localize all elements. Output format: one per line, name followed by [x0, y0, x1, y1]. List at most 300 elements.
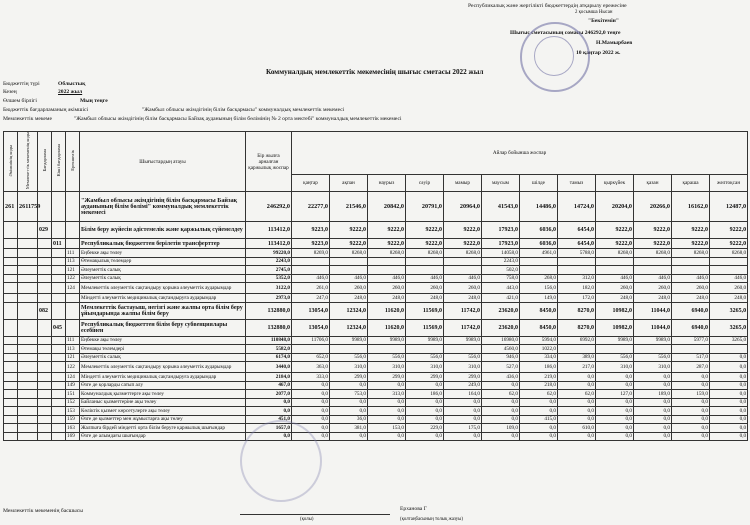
- month-value: 0,0: [520, 432, 558, 441]
- code-cell: [18, 345, 38, 354]
- annual-total: 3122,0: [246, 283, 292, 294]
- month-value: 5788,0: [558, 249, 596, 258]
- table-row: [4, 319, 748, 336]
- annual-total: 0,0: [246, 407, 292, 416]
- annual-total: 2184,0: [246, 373, 292, 382]
- expense-name: Міндетті әлеуметтік медициналық сақтандыруға аударымдар: [80, 294, 246, 303]
- month-value: [292, 345, 330, 354]
- code-cell: [52, 249, 66, 258]
- month-value: 22277,0: [292, 192, 330, 222]
- table-body: [4, 192, 748, 441]
- code-cell: [52, 345, 66, 354]
- code-cell: [38, 398, 52, 407]
- month-value: 9222,0: [330, 239, 368, 249]
- month-value: 249,0: [444, 381, 482, 390]
- period-label: Кезең: [3, 89, 17, 95]
- month-value: 0,0: [406, 398, 444, 407]
- code-cell: [4, 302, 18, 319]
- code-cell: 151: [66, 390, 80, 399]
- footer-sign-caption: (қолы): [300, 517, 314, 522]
- month-value: 159,0: [672, 390, 710, 399]
- month-value: 9222,0: [406, 239, 444, 249]
- month-value: 0,0: [710, 415, 748, 424]
- month-value: 0,0: [482, 381, 520, 390]
- code-cell: [66, 319, 80, 336]
- month-value: 446,0: [634, 274, 672, 283]
- month-value: 23620,0: [482, 319, 520, 336]
- month-value: 149,0: [520, 294, 558, 303]
- month-value: 0,0: [406, 381, 444, 390]
- month-value: 0,0: [634, 424, 672, 433]
- month-value: 0,0: [444, 398, 482, 407]
- month-value: 310,0: [406, 362, 444, 373]
- month-value: 0,0: [596, 407, 634, 416]
- code-cell: [38, 424, 52, 433]
- expense-name: Жалпыға бірдей міндетті орта білім беруге қаржылық шығындар: [80, 424, 246, 433]
- annual-total: 2973,0: [246, 294, 292, 303]
- month-header: шілде: [520, 174, 558, 191]
- approval-date: 10 қаңтар 2022 ж.: [576, 50, 621, 56]
- code-cell: [38, 294, 52, 303]
- month-value: 10982,0: [596, 319, 634, 336]
- month-value: 527,0: [482, 362, 520, 373]
- month-value: [634, 345, 672, 354]
- month-value: 3265,0: [710, 319, 748, 336]
- code-cell: [4, 407, 18, 416]
- code-cell: [52, 257, 66, 266]
- code-cell: [38, 353, 52, 362]
- code-cell: [18, 302, 38, 319]
- month-value: 8268,0: [406, 249, 444, 258]
- code-cell: [38, 381, 52, 390]
- admin-value: "Жамбыл облысы әкімдігінің білім басқармасы" коммуналдық мемлекеттік мекемесі: [142, 107, 345, 113]
- expense-name: Мемлекеттік әлеуметтік сақтандыру қорына әлеуметтік аударымдар: [80, 362, 246, 373]
- month-value: 13054,0: [292, 319, 330, 336]
- footer-name: Ерханова Г: [400, 506, 427, 512]
- month-value: [520, 266, 558, 275]
- month-value: 260,0: [634, 283, 672, 294]
- month-value: 8268,0: [710, 249, 748, 258]
- code-cell: 153: [66, 407, 80, 416]
- month-value: 0,0: [368, 407, 406, 416]
- col-subprogram: Кіші бағдарлама: [55, 144, 61, 177]
- month-value: 0,0: [634, 381, 672, 390]
- expense-name: Өзге де алымдағы шығындар: [80, 432, 246, 441]
- month-value: 127,0: [596, 390, 634, 399]
- annual-total: 246292,0: [246, 192, 292, 222]
- month-value: 0,0: [710, 424, 748, 433]
- month-value: 20964,0: [444, 192, 482, 222]
- month-value: 172,0: [558, 294, 596, 303]
- approved-label: "Бекітемін": [588, 18, 619, 24]
- month-value: 0,0: [710, 362, 748, 373]
- month-value: 0,0: [330, 432, 368, 441]
- month-value: 0,0: [710, 398, 748, 407]
- code-cell: 124: [66, 283, 80, 294]
- expense-name: Еңбекке ақы төлеу: [80, 249, 246, 258]
- month-value: 310,0: [368, 362, 406, 373]
- month-value: 299,0: [330, 373, 368, 382]
- approval-line-2: 2 қосымша Нысан: [575, 10, 613, 15]
- code-cell: [52, 432, 66, 441]
- month-value: 260,0: [330, 283, 368, 294]
- month-value: 446,0: [444, 274, 482, 283]
- annual-total: 132880,0: [246, 302, 292, 319]
- code-cell: [18, 294, 38, 303]
- month-value: 753,0: [330, 390, 368, 399]
- code-cell: [18, 362, 38, 373]
- month-value: 9222,0: [672, 222, 710, 239]
- month-value: 11742,0: [444, 302, 482, 319]
- month-value: 0,0: [482, 407, 520, 416]
- month-value: 260,0: [368, 283, 406, 294]
- month-value: 381,0: [330, 424, 368, 433]
- month-value: [368, 257, 406, 266]
- month-value: 0,0: [558, 398, 596, 407]
- month-value: 14058,0: [482, 249, 520, 258]
- month-value: 16162,0: [672, 192, 710, 222]
- code-cell: 113: [66, 345, 80, 354]
- code-cell: [18, 398, 38, 407]
- col-name: Шығыстардың атауы: [80, 132, 246, 192]
- month-value: 556,0: [596, 353, 634, 362]
- code-cell: [18, 249, 38, 258]
- month-value: 0,0: [292, 415, 330, 424]
- month-value: 156,0: [520, 283, 558, 294]
- signer-name: Н.Мамырбаев: [596, 40, 633, 46]
- table-row: [4, 239, 748, 249]
- code-cell: [18, 274, 38, 283]
- month-value: [444, 257, 482, 266]
- month-value: [672, 257, 710, 266]
- month-value: 0,0: [520, 407, 558, 416]
- month-value: 12324,0: [330, 319, 368, 336]
- expense-name: Көліктік қызмет көрсетулерге ақы төлеу: [80, 407, 246, 416]
- month-value: 9222,0: [634, 239, 672, 249]
- table-row: [4, 390, 748, 399]
- month-value: 0,0: [292, 432, 330, 441]
- expense-name: Әлеуметтік салық: [80, 353, 246, 362]
- code-cell: 045: [52, 319, 66, 336]
- code-cell: [38, 249, 52, 258]
- code-cell: [4, 373, 18, 382]
- month-value: 446,0: [368, 274, 406, 283]
- month-value: 9222,0: [330, 222, 368, 239]
- code-cell: [38, 257, 52, 266]
- month-value: 8450,0: [520, 319, 558, 336]
- expense-name: Мемлекеттік әлеуметтік сақтандыру қорына әлеуметтік аударымдар: [80, 283, 246, 294]
- month-value: 11620,0: [368, 319, 406, 336]
- month-value: 6036,0: [520, 222, 558, 239]
- code-cell: [66, 302, 80, 319]
- month-value: [292, 266, 330, 275]
- col-total: Бір жылға арналған қаржылық жоспар: [246, 132, 292, 192]
- month-value: 164,0: [444, 390, 482, 399]
- month-value: 260,0: [406, 283, 444, 294]
- col-months-title: Айлар бойынша жоспар: [292, 132, 748, 175]
- month-value: [710, 345, 748, 354]
- month-value: 310,0: [444, 362, 482, 373]
- month-value: 14486,0: [520, 192, 558, 222]
- month-value: 62,0: [482, 390, 520, 399]
- month-value: 23620,0: [482, 302, 520, 319]
- expense-table: [3, 131, 748, 441]
- code-cell: [38, 345, 52, 354]
- month-value: 0,0: [596, 381, 634, 390]
- month-value: [634, 266, 672, 275]
- month-value: 186,0: [520, 362, 558, 373]
- annual-total: 132880,0: [246, 319, 292, 336]
- month-value: [596, 257, 634, 266]
- code-cell: [38, 362, 52, 373]
- month-value: 0,0: [482, 415, 520, 424]
- month-value: 310,0: [330, 362, 368, 373]
- month-value: 16980,0: [482, 336, 520, 345]
- month-value: 0,0: [634, 407, 672, 416]
- month-value: [444, 266, 482, 275]
- code-cell: [38, 239, 52, 249]
- month-value: 0,0: [292, 407, 330, 416]
- month-value: 153,0: [368, 424, 406, 433]
- annual-total: 467,0: [246, 381, 292, 390]
- month-value: 0,0: [634, 373, 672, 382]
- code-cell: [38, 373, 52, 382]
- table-row: [4, 373, 748, 382]
- table-row: [4, 424, 748, 433]
- table-row: [4, 432, 748, 441]
- month-value: [444, 345, 482, 354]
- col-program: Бағдарлама: [41, 149, 47, 172]
- month-value: 12487,0: [710, 192, 748, 222]
- code-cell: [52, 398, 66, 407]
- month-value: 0,0: [558, 432, 596, 441]
- code-cell: [4, 319, 18, 336]
- expense-name: Республикалық бюджеттен берілетін трансферттер: [80, 239, 246, 249]
- month-value: 0,0: [368, 381, 406, 390]
- month-header: желтоқсан: [710, 174, 748, 191]
- month-value: 0,0: [596, 398, 634, 407]
- annual-total: 2745,0: [246, 266, 292, 275]
- code-cell: [18, 319, 38, 336]
- code-cell: [52, 415, 66, 424]
- month-value: 502,0: [482, 266, 520, 275]
- month-value: 218,0: [520, 381, 558, 390]
- code-cell: [4, 249, 18, 258]
- month-value: 287,0: [672, 362, 710, 373]
- code-cell: [18, 239, 38, 249]
- month-value: 21546,0: [330, 192, 368, 222]
- month-value: [634, 257, 672, 266]
- code-cell: [4, 362, 18, 373]
- month-value: 446,0: [292, 274, 330, 283]
- code-cell: [52, 294, 66, 303]
- code-cell: 169: [66, 432, 80, 441]
- month-value: [672, 345, 710, 354]
- month-value: 0,0: [596, 432, 634, 441]
- month-value: 9989,0: [634, 336, 672, 345]
- month-value: 8268,0: [368, 249, 406, 258]
- month-value: 299,0: [444, 373, 482, 382]
- month-value: 556,0: [406, 353, 444, 362]
- official-seal-icon: [520, 22, 590, 92]
- month-header: қаңтар: [292, 174, 330, 191]
- month-value: 20266,0: [634, 192, 672, 222]
- month-value: 5977,0: [672, 336, 710, 345]
- table-row: [4, 266, 748, 275]
- month-value: 260,0: [710, 283, 748, 294]
- code-cell: [38, 283, 52, 294]
- code-cell: [4, 353, 18, 362]
- annual-total: 5582,0: [246, 345, 292, 354]
- month-value: 11569,0: [406, 319, 444, 336]
- code-cell: [18, 257, 38, 266]
- month-value: 610,0: [558, 424, 596, 433]
- month-value: 229,0: [406, 424, 444, 433]
- code-cell: [52, 336, 66, 345]
- month-value: 0,0: [634, 398, 672, 407]
- code-cell: [38, 274, 52, 283]
- month-value: [330, 266, 368, 275]
- month-value: [330, 257, 368, 266]
- month-value: 758,0: [482, 274, 520, 283]
- month-value: 2243,0: [482, 257, 520, 266]
- code-cell: 149: [66, 381, 80, 390]
- code-cell: [52, 274, 66, 283]
- month-value: 17923,0: [482, 239, 520, 249]
- code-cell: 082: [38, 302, 52, 319]
- month-value: 0,0: [710, 353, 748, 362]
- month-value: 248,0: [596, 294, 634, 303]
- month-value: 9222,0: [368, 239, 406, 249]
- month-value: 8268,0: [672, 249, 710, 258]
- code-cell: 113: [66, 257, 80, 266]
- month-value: 9222,0: [368, 222, 406, 239]
- code-cell: [4, 294, 18, 303]
- code-cell: 2611759: [18, 192, 38, 222]
- month-value: 11620,0: [368, 302, 406, 319]
- code-cell: [52, 302, 66, 319]
- month-header: маусым: [482, 174, 520, 191]
- code-cell: [52, 266, 66, 275]
- month-value: 6940,0: [672, 319, 710, 336]
- expense-name: Өтемақылық төлемдер: [80, 257, 246, 266]
- month-value: 8268,0: [634, 249, 672, 258]
- approval-line-1: Республикалық және жергілікті бюджеттердің атқарылу ережесіне: [468, 3, 627, 9]
- month-value: 13054,0: [292, 302, 330, 319]
- page-title: Коммуналдық мемлекеттік мекемесінің шығыс сметасы 2022 жыл: [266, 68, 484, 76]
- month-value: 20791,0: [406, 192, 444, 222]
- code-cell: 121: [66, 266, 80, 275]
- table-row: [4, 362, 748, 373]
- month-value: 0,0: [710, 373, 748, 382]
- annual-total: 3440,0: [246, 362, 292, 373]
- month-value: [558, 345, 596, 354]
- month-value: 0,0: [520, 398, 558, 407]
- month-value: 0,0: [292, 424, 330, 433]
- month-value: 0,0: [710, 407, 748, 416]
- month-value: 8270,0: [558, 302, 596, 319]
- code-cell: [4, 345, 18, 354]
- month-value: 9222,0: [444, 239, 482, 249]
- code-cell: [52, 353, 66, 362]
- code-cell: [52, 362, 66, 373]
- month-value: 310,0: [596, 362, 634, 373]
- month-value: 556,0: [330, 353, 368, 362]
- col-admin-code: Әкімшінің коды: [7, 144, 13, 177]
- code-cell: [4, 336, 18, 345]
- annual-total: 113412,0: [246, 239, 292, 249]
- month-value: 8268,0: [444, 249, 482, 258]
- expense-name: Міндетті әлеуметтік медициналық сақтандыруға аударымдар: [80, 373, 246, 382]
- month-value: 62,0: [558, 390, 596, 399]
- month-value: 11742,0: [444, 319, 482, 336]
- sum-line: Шығыс сметасының сомасы 246292,0 теңге: [510, 30, 621, 36]
- code-cell: [4, 274, 18, 283]
- month-value: 0,0: [558, 407, 596, 416]
- code-cell: [4, 398, 18, 407]
- month-value: 0,0: [482, 398, 520, 407]
- month-header: қыркүйек: [596, 174, 634, 191]
- month-value: 8268,0: [596, 249, 634, 258]
- code-cell: [4, 222, 18, 239]
- month-value: 248,0: [672, 294, 710, 303]
- month-value: 0,0: [672, 424, 710, 433]
- month-value: 14724,0: [558, 192, 596, 222]
- code-cell: [4, 390, 18, 399]
- month-value: 0,0: [634, 415, 672, 424]
- expense-name: Өзге де қорларды сатып алу: [80, 381, 246, 390]
- code-cell: [18, 390, 38, 399]
- month-value: 446,0: [596, 274, 634, 283]
- month-value: 0,0: [444, 415, 482, 424]
- month-header: ақпан: [330, 174, 368, 191]
- month-value: 0,0: [520, 424, 558, 433]
- code-cell: 159: [66, 415, 80, 424]
- month-value: 20842,0: [368, 192, 406, 222]
- month-value: 0,0: [710, 432, 748, 441]
- code-cell: [38, 407, 52, 416]
- code-cell: [52, 283, 66, 294]
- code-cell: [18, 381, 38, 390]
- month-value: 8270,0: [558, 319, 596, 336]
- code-cell: 111: [66, 249, 80, 258]
- month-value: 9223,0: [292, 222, 330, 239]
- code-cell: [52, 381, 66, 390]
- month-value: 12324,0: [330, 302, 368, 319]
- code-cell: [18, 415, 38, 424]
- table-row: [4, 345, 748, 354]
- code-cell: 111: [66, 336, 80, 345]
- code-cell: [4, 283, 18, 294]
- month-header: мамыр: [444, 174, 482, 191]
- month-value: 443,0: [482, 283, 520, 294]
- month-value: 446,0: [710, 274, 748, 283]
- expense-name: "Жамбыл облысы әкімдігінің білім басқармасы Байзақ ауданының білім бөлімі" коммуналдық мемлекеттік мекемесі: [80, 192, 246, 222]
- month-value: 11569,0: [406, 302, 444, 319]
- month-value: [558, 257, 596, 266]
- month-value: 6454,0: [558, 239, 596, 249]
- month-value: 260,0: [444, 283, 482, 294]
- month-value: 9222,0: [672, 239, 710, 249]
- table-row: [4, 302, 748, 319]
- month-value: 248,0: [444, 294, 482, 303]
- month-value: [596, 345, 634, 354]
- code-cell: [4, 415, 18, 424]
- month-value: 9989,0: [330, 336, 368, 345]
- month-value: 313,0: [368, 390, 406, 399]
- month-value: 8450,0: [520, 302, 558, 319]
- annual-total: 99220,0: [246, 249, 292, 258]
